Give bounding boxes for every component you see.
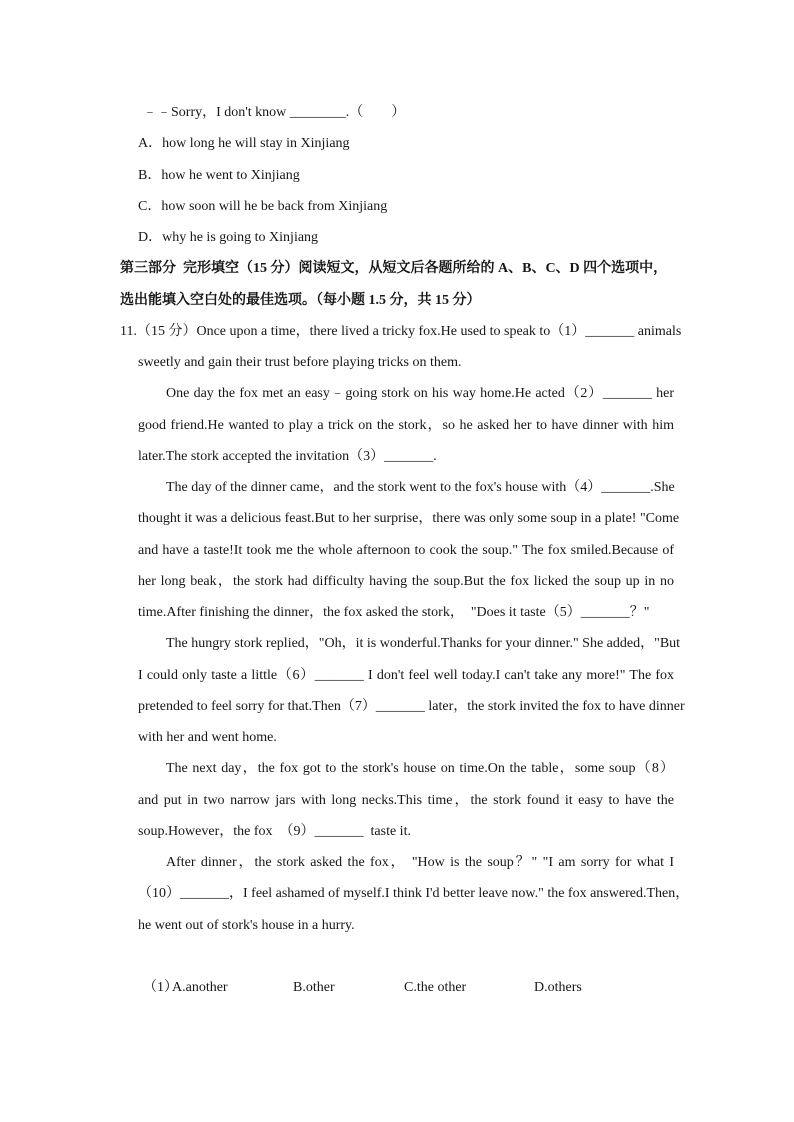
passage-line-15: The next day，the fox got to the stork's house on time.On the table，some soup（8） [166, 761, 674, 777]
blank-1-choice-c: C.the other [404, 980, 467, 995]
blank-1-choice-a: A.another [172, 980, 228, 995]
previous-question-stem: ﹣﹣Sorry，I don't know ________.（ ） [143, 105, 406, 120]
passage-line-18: After dinner，the stork asked the fox， "How is the soup？" "I am sorry for what I [166, 855, 674, 870]
option-c: C．how soon will he be back from Xinjiang [138, 198, 388, 214]
blank-1-label: （1） [143, 980, 178, 995]
passage-line-13: pretended to feel sorry for that.Then（7）_______ later，the stork invited the fox to have dinner [138, 698, 685, 714]
passage-line-5: later.The stork accepted the invitation（3）_______. [138, 448, 437, 464]
question-number: 11. [120, 323, 137, 339]
option-a: A．how long he will stay in Xinjiang [138, 136, 350, 152]
question-header-line [120, 316, 682, 347]
passage-line-3: One day the fox met an easy﹣going stork on his way home.He acted（2）_______ her [166, 386, 674, 402]
blank-1-choice-d: D.others [534, 980, 582, 995]
section-instruction-line-1: 第三部分 完形填空（15 分）阅读短文，从短文后各题所给的 A、B、C、D 四个选项中， [120, 261, 668, 277]
passage-line-10: time.After finishing the dinner，the fox asked the stork， "Does it taste（5）_______？" [138, 605, 650, 620]
option-b: B．how he went to Xinjiang [138, 167, 300, 183]
blank-1-choices-row [0, 972, 794, 1003]
passage-line-1: Once upon a time，there lived a tricky fox.He used to speak to（1）_______ animals [196, 323, 682, 339]
section-instruction-line-2: 选出能填入空白处的最佳选项。（每小题 1.5 分，共 15 分） [120, 292, 481, 308]
passage-line-17: soup.However，the fox （9）_______ taste it. [138, 823, 411, 839]
passage-line-7: thought it was a delicious feast.But to her surprise，there was only some soup in a plate! "Come [138, 511, 680, 527]
passage-line-4: good friend.He wanted to play a trick on the stork，so he asked her to have dinner with him [138, 417, 674, 433]
passage-line-16: and put in two narrow jars with long necks.This time，the stork found it easy to have the [138, 792, 674, 808]
blank-1-choice-b: B.other [293, 980, 335, 995]
passage-line-11: The hungry stork replied，"Oh，it is wonderful.Thanks for your dinner." She added，"But [166, 636, 681, 652]
page-content [0, 97, 794, 1003]
passage-line-8: and have a taste!It took me the whole afternoon to cook the soup." The fox smiled.Because of [138, 542, 674, 558]
question-score: （15 分） [136, 323, 197, 339]
passage-line-9: her long beak，the stork had difficulty having the soup.But the fox licked the soup up in no [138, 573, 674, 589]
passage-line-19: （10）_______，I feel ashamed of myself.I think I'd better leave now." the fox answered.Then， [138, 886, 690, 902]
passage-line-14: with her and went home. [138, 730, 277, 745]
option-d: D．why he is going to Xinjiang [138, 230, 319, 245]
passage-line-12: I could only taste a little（6）_______ I don't feel well today.I can't take any more!" The fox [138, 667, 674, 683]
spacer-line [0, 941, 794, 972]
passage-line-6: The day of the dinner came，and the stork went to the fox's house with（4）_______.She [166, 480, 675, 495]
passage-line-20: he went out of stork's house in a hurry. [138, 917, 355, 933]
passage-line-2: sweetly and gain their trust before playing tricks on them. [138, 355, 462, 370]
